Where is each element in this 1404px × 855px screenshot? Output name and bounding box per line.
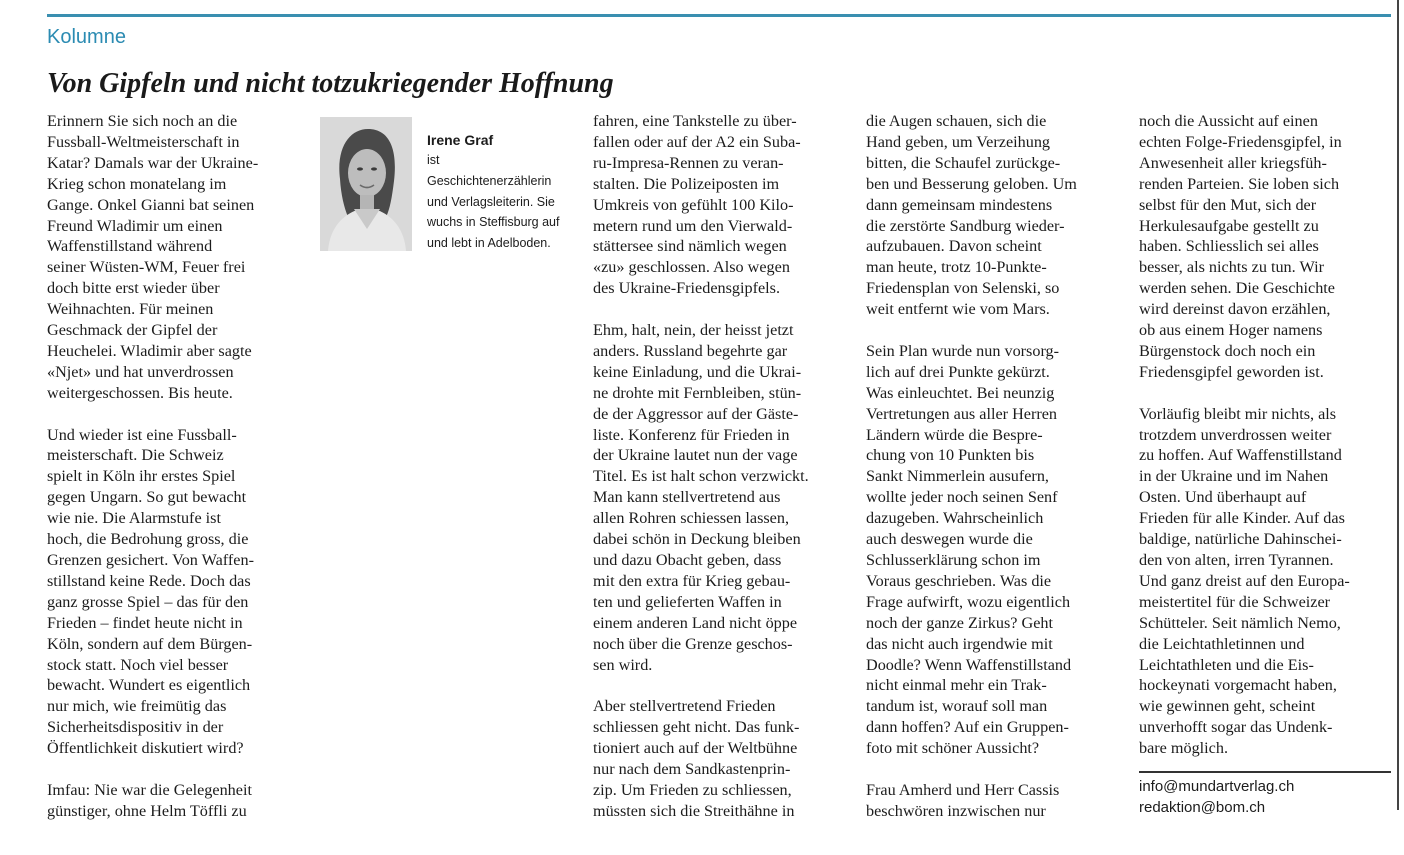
paragraph: Und wieder ist eine Fussball- meisterschaft. Die Schweiz spielt in Köln ihr erstes Spiel gegen Ungarn. So gut bewacht wie nie. Die Alarmstufe ist hoch, die Bedrohung gross, die Grenzen gesichert. Von Waffen- stillstand keine Rede. Doch das ganz grosse Spiel – das für den Frieden – findet heute nicht in Köln, sondern auf dem Bürgen- stock statt. Noch viel besser bewacht. Wundert es eigentlich nur mich, wie freimütig das Sicherheitsdispositiv in der Öffentlichkeit diskutiert wird? (47, 425, 254, 758)
paragraph: noch die Aussicht auf einen echten Folge-Friedensgipfel, in Anwesenheit aller kriegsfüh- renden Parteien. Sie loben sich selbst für den Mut, sich der Herkulesaufgabe gestellt zu haben. Schliesslich sei alles besser, als nichts zu tun. Wir werden sehen. Die Geschichte wird dereinst davon erzählen, ob aus einem Hoger namens Bürgenstock doch noch ein Friedensgipfel geworden ist. (1139, 112, 1342, 381)
author-bio-line: wuchs in Steffisburg auf (427, 215, 560, 230)
paragraph: Erinnern Sie sich noch an die Fussball-Weltmeisterschaft in Katar? Damals war der Ukraine- Krieg schon monatelang im Gange. Onkel Gianni bat seinen Freund Wladimir um einen Waffenstillstand während seiner Wüsten-WM, Feuer frei doch bitte erst wieder über Weihnachten. Für meinen Geschmack der Gipfel der Heuchelei. Wladimir aber sagte «Njet» und hat unverdrossen weitergeschossen. Bis heute. (47, 112, 259, 402)
section-kicker: Kolumne (47, 26, 126, 48)
article-column-4 (1139, 111, 1399, 759)
paragraph: Ehm, halt, nein, der heisst jetzt anders. Russland begehrte gar keine Einladung, und die Ukrai- ne drohte mit Fernbleiben, stün- de der Aggressor auf der Gäste- liste. Konferenz für Frieden in der Ukraine lautet nun der vage Titel. Es ist halt schon verzwickt. Man kann stellvertretend aus allen Rohren schiessen lassen, dabei schön in Deckung bleiben und dazu Obacht geben, dass mit den extra für Krieg gebau- ten und gelieferten Waffen in einem anderen Land nicht öppe noch über die Grenze geschos- sen wird. (593, 321, 809, 674)
author-portrait (320, 117, 412, 251)
paragraph: fahren, eine Tankstelle zu über- fallen oder auf der A2 ein Suba- ru-Impresa-Rennen zu veran- stalten. Die Polizeiposten im Umkreis von gefühlt 100 Kilo- metern rund um den Vierwald- stättersee sind nämlich wegen «zu» geschlossen. Also wegen des Ukraine-Friedensgipfels. (593, 112, 801, 298)
paragraph: Frau Amherd und Herr Cassis beschwören inzwischen nur (866, 780, 1060, 820)
author-name: Irene Graf (427, 132, 494, 148)
contact-info (1139, 776, 1294, 818)
contact-divider (1139, 771, 1391, 773)
author-bio-line: und lebt in Adelboden. (427, 236, 551, 251)
author-bio-line: ist (427, 153, 440, 167)
paragraph: die Augen schauen, sich die Hand geben, um Verzeihung bitten, die Schaufel zurückge- ben und Besserung geloben. Um dann gemeinsam mindestens die zerstörte Sandburg wieder- aufzubauen. Davon scheint man heute, trotz 10-Punkte- Friedensplan von Selenski, so weit entfernt wie vom Mars. (866, 112, 1077, 319)
paragraph: Sein Plan wurde nun vorsorg- lich auf drei Punkte gekürzt. Was einleuchtet. Bei neunzig Vertretungen aus aller Herren Ländern würde die Bespre- chung von 10 Punkten bis Sankt Nimmerlein ausufern, wollte jeder noch seinen Senf dazugeben. Wahrscheinlich auch deswegen wurde die Schlusserklärung schon im Voraus geschrieben. Was die Frage aufwirft, wozu eigentlich noch der ganze Zirkus? Geht das nicht auch irgendwie mit Doodle? Wenn Waffenstillstand nicht einmal mehr ein Trak- tandum ist, worauf soll man dann hoffen? Auf ein Gruppen- foto mit schöner Aussicht? (866, 341, 1072, 758)
author-info (427, 130, 587, 254)
contact-email-info[interactable]: info@mundartverlag.ch (1139, 778, 1295, 795)
top-accent-rule (47, 14, 1391, 17)
article-column-1 (47, 111, 307, 822)
author-bio (427, 150, 587, 254)
paragraph: Aber stellvertretend Frieden schliessen geht nicht. Das funk- tioniert auch auf der Weltbühne nur nach dem Sandkastenprin- zip. Um Frieden zu schliessen, müssten sich die Streithähne in (593, 697, 800, 820)
article-column-3 (866, 111, 1126, 822)
article-headline: Von Gipfeln und nicht totzukriegender Hoffnung (47, 68, 614, 99)
paragraph: Imfau: Nie war die Gelegenheit günstiger, ohne Helm Töffli zu (47, 780, 252, 820)
author-bio-line: und Verlagsleiterin. Sie (427, 194, 555, 209)
author-bio-line: Geschichtenerzählerin (427, 173, 552, 188)
article-column-2 (593, 111, 853, 822)
contact-email-redaktion[interactable]: redaktion@bom.ch (1139, 799, 1266, 816)
paragraph: Vorläufig bleibt mir nichts, als trotzdem unverdrossen weiter zu hoffen. Auf Waffenstillstand in der Ukraine und im Nahen Osten. Und überhaupt auf Frieden für alle Kinder. Auf das baldige, natürliche Dahinschei- den von alten, irren Tyrannen. Und ganz dreist auf den Europa- meistertitel für die Schweizer Schütteler. Seit nämlich Nemo, die Leichtathletinnen und Leichtathleten und die Eis- hockeynati vorgemacht haben, wie gewinnen geht, scheint unverhofft sogar das Undenk- bare möglich. (1139, 404, 1350, 758)
